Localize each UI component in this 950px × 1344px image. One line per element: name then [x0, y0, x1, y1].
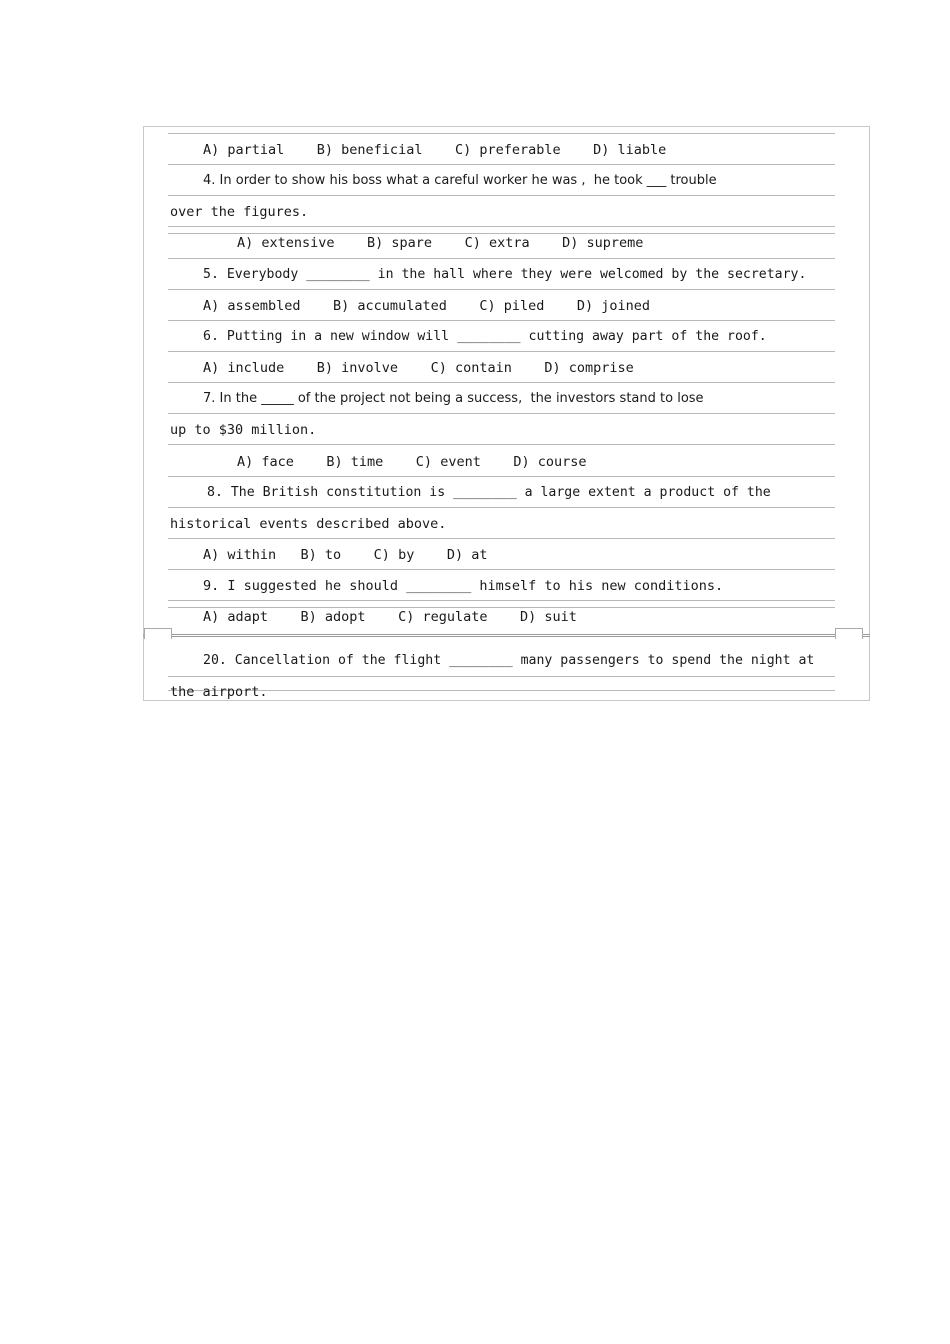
rule-line — [168, 413, 835, 414]
question-9-text: 9. I suggested he should ________ himself to his new conditions. — [203, 578, 724, 594]
rule-line — [168, 444, 835, 445]
page-corner-mark — [835, 628, 863, 639]
page-break-separator — [143, 634, 870, 637]
rule-line — [168, 226, 835, 227]
question-8-text: 8. The British constitution is ________ a large extent a product of the — [207, 485, 771, 500]
rule-line — [168, 320, 835, 321]
question-7-options: A) face B) time C) event D) course — [237, 454, 587, 470]
rule-line — [168, 164, 835, 165]
rule-line — [168, 382, 835, 383]
rule-line — [168, 289, 835, 290]
question-6-options: A) include B) involve C) contain D) comprise — [203, 360, 634, 376]
question-6-text: 6. Putting in a new window will ________ cutting away part of the roof. — [203, 329, 767, 344]
rule-line — [168, 507, 835, 508]
rule-line — [168, 690, 835, 691]
page-corner-mark — [144, 628, 172, 639]
rule-line — [168, 195, 835, 196]
rule-line — [168, 538, 835, 539]
rule-line — [168, 600, 835, 601]
question-4-text-continued: over the figures. — [170, 204, 309, 220]
question-7-text: 7. In the _____ of the project not being a success, the investors stand to lose — [203, 391, 704, 406]
question-20-text-continued: the airport. — [170, 684, 268, 700]
rule-line — [168, 569, 835, 570]
rule-line — [168, 676, 835, 677]
question-4-options: A) extensive B) spare C) extra D) supreme — [237, 235, 644, 251]
question-7-text-continued: up to $30 million. — [170, 422, 317, 438]
question-9-options: A) adapt B) adopt C) regulate D) suit — [203, 609, 577, 625]
rule-line — [168, 133, 835, 134]
rule-line — [168, 258, 835, 259]
question-8-text-continued: historical events described above. — [170, 516, 447, 532]
question-5-text: 5. Everybody ________ in the hall where they were welcomed by the secretary. — [203, 267, 807, 282]
question-5-options: A) assembled B) accumulated C) piled D) joined — [203, 298, 651, 314]
rule-line — [168, 351, 835, 352]
question-20-text: 20. Cancellation of the flight ________ many passengers to spend the night at — [203, 653, 815, 668]
question-3-options: A) partial B) beneficial C) preferable D) liable — [203, 142, 667, 158]
rule-line — [168, 476, 835, 477]
question-4-text: 4. In order to show his boss what a careful worker he was , he took ___ trouble — [203, 173, 717, 188]
question-8-options: A) within B) to C) by D) at — [203, 547, 488, 563]
